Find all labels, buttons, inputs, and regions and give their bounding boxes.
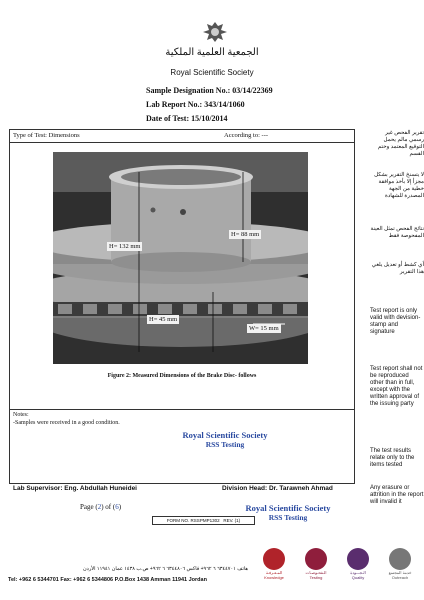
page-total: 6 bbox=[115, 503, 119, 511]
notes-divider bbox=[9, 409, 355, 410]
knowledge-icon bbox=[263, 548, 285, 570]
org-name-arabic: الجمعية العلمية الملكية bbox=[165, 47, 259, 58]
rss-stamp-notes: Royal Scientific Society RSS Testing bbox=[182, 430, 268, 449]
dimension-label-w15: W= 15 mm bbox=[249, 325, 279, 332]
form-number-box: FORM NO. RSSPMP1302 REV. (1) bbox=[152, 516, 255, 525]
logo-outreach: خدمة المجتمع Outreach bbox=[380, 548, 420, 580]
sidebar-note-en-1: Test report is only valid with devision-stamp and signature bbox=[370, 308, 421, 335]
division-head: Division Head: Dr. Tarawneh Ahmad bbox=[222, 485, 333, 492]
notes-label: Notes: bbox=[13, 412, 29, 418]
sidebar-note-en-2: Test report shall not be reproduced other than in full, except with the written approval of the issuing party bbox=[370, 366, 423, 407]
logo-testing: الـفحـوصـات Testing bbox=[296, 548, 336, 580]
notes-line-1: -Samples were received in a good condition. bbox=[13, 419, 120, 426]
contact-arabic: هاتف ٦٣٤٤٧٠١ ٦ ٩٦٢+ فاكس ٦٣٤٤٨٠٦ ٦ ٩٦٢+ ص.ب ١٤٣٨ عمان ١١٩٤١ الأردن bbox=[82, 566, 248, 572]
sidebar-note-ar-1: تقرير الفحص غير رسمي مالم يحمل التوقيع المعتمد وختم القسم bbox=[377, 130, 424, 157]
royal-emblem-logo bbox=[201, 20, 229, 44]
testing-icon bbox=[305, 548, 327, 570]
page-current: 2 bbox=[97, 503, 102, 511]
logo-knowledge: المـعـرفـة Knowledge bbox=[254, 548, 294, 580]
sidebar-note-ar-3: نتائج الفحص تمثل العينة المفحوصة فقط bbox=[370, 226, 424, 239]
notes-block bbox=[13, 412, 120, 427]
sample-designation: Sample Designation No.: 03/14/22369 bbox=[146, 86, 273, 95]
org-name-english: Royal Scientific Society bbox=[170, 68, 254, 77]
outreach-icon bbox=[389, 548, 411, 570]
test-type-row bbox=[9, 129, 355, 143]
date-of-test: Date of Test: 15/10/2014 bbox=[146, 114, 228, 123]
sidebar-note-ar-2: لا يتسنخ التقرير بشكل مجزأ إلا بأخذ موافقة خطية من الجهة المصدرة للشهادة bbox=[374, 172, 424, 199]
sidebar-note-en-4: Any erasure or attrition in the report will invalid it bbox=[370, 485, 424, 505]
lab-supervisor: Lab Supervisor: Eng. Abdullah Huneidei bbox=[13, 485, 137, 492]
lab-report-number: Lab Report No.: 343/14/1060 bbox=[146, 100, 245, 109]
sidebar-note-ar-4: أي كشط أو تعديل يلغي هذا التقرير bbox=[371, 262, 424, 275]
quality-icon bbox=[347, 548, 369, 570]
dimension-label-h45: H= 45 mm bbox=[149, 316, 178, 323]
dimension-label-h132: H= 132 mm bbox=[109, 243, 141, 250]
sidebar-note-en-3: The test results relate only to the items tested bbox=[370, 448, 415, 468]
figure-caption: Figure 2: Measured Dimensions of the Brake Disc- follows bbox=[107, 373, 257, 379]
logo-quality: الـجـــودة Quality bbox=[338, 548, 378, 580]
page-number: Page (2) of (6) bbox=[80, 503, 122, 511]
rss-stamp-footer: Royal Scientific Society RSS Testing bbox=[245, 503, 331, 522]
according-to: According to: --- bbox=[224, 132, 269, 139]
contact-english: Tel: +962 6 5344701 Fax: +962 6 5344806 P.O.Box 1438 Amman 11941 Jordan bbox=[8, 577, 207, 583]
dimension-label-h88: H= 88 mm bbox=[231, 231, 260, 238]
type-of-test: Type of Test: Dimensions bbox=[13, 132, 80, 139]
brake-disc-photo bbox=[53, 152, 308, 364]
